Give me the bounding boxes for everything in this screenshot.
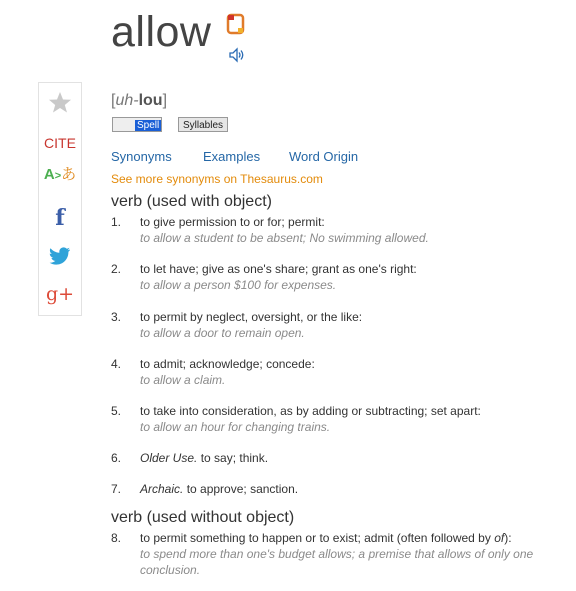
translate-icon[interactable]: [39, 163, 81, 184]
pron-close-bracket: ]: [162, 92, 168, 109]
definition-text: to give permission to or for; permit:: [140, 215, 325, 229]
definition-number: 2.: [111, 262, 122, 276]
definition-text: ):: [504, 531, 512, 545]
definition-number: 3.: [111, 310, 122, 324]
definition-example: to allow a person $100 for expenses.: [140, 278, 337, 292]
usage-label: Archaic.: [140, 482, 184, 496]
definition-number: 1.: [111, 215, 122, 229]
star-icon[interactable]: [39, 91, 81, 118]
audio-speaker-icon[interactable]: [228, 46, 246, 64]
cite-button[interactable]: CITE: [44, 135, 76, 151]
dictionary-logo-icon: [226, 12, 246, 36]
facebook-icon[interactable]: f: [55, 205, 65, 231]
pronunciation: [111, 92, 167, 110]
definition-number: 7.: [111, 482, 122, 496]
definition-text: to approve; sanction.: [183, 482, 299, 496]
syllables-button[interactable]: Syllables: [178, 117, 228, 132]
translate-arrow: >: [54, 170, 62, 182]
pron-syllable-2: lou: [138, 92, 163, 109]
definition-text: to let have; give as one's share; grant as one's right:: [140, 262, 417, 276]
definition-number: 8.: [111, 531, 122, 545]
tab-word-origin[interactable]: Word Origin: [289, 149, 359, 164]
definition-example: to allow a student to be absent; No swimming allowed.: [140, 231, 429, 245]
definition-text: to permit something to happen or to exist; admit (often followed by: [140, 531, 495, 545]
definition-example: to allow a door to remain open.: [140, 326, 305, 340]
share-sidebar: [38, 82, 82, 316]
part-of-speech-heading: verb (used with object): [111, 193, 272, 210]
google-plus-icon[interactable]: g+: [45, 283, 75, 305]
pron-syllable-1: uh: [115, 92, 134, 109]
definition-text: to say; think.: [197, 451, 269, 465]
definition-example: to spend more than one's budget allows; a premise that allows of only one conclusion.: [140, 547, 534, 577]
definition-text: to take into consideration, as by adding or subtracting; set apart:: [140, 404, 481, 418]
definition-text: to permit by neglect, oversight, or the like:: [140, 310, 363, 324]
translate-ja: あ: [61, 166, 77, 183]
definition-example: to allow a claim.: [140, 373, 226, 387]
usage-label: Older Use.: [140, 451, 198, 465]
spell-button[interactable]: [112, 117, 162, 132]
tab-synonyms[interactable]: Synonyms: [111, 149, 172, 164]
headword: allow: [111, 8, 212, 56]
definition-number: 4.: [111, 357, 122, 371]
definition-number: 5.: [111, 404, 122, 418]
more-synonyms-link[interactable]: See more synonyms on Thesaurus.com: [111, 172, 323, 186]
twitter-icon[interactable]: [39, 247, 81, 270]
definition-text-italic: of: [494, 531, 505, 545]
translate-a: A: [43, 166, 55, 183]
part-of-speech-heading: verb (used without object): [111, 509, 295, 526]
pron-dash: -: [133, 92, 139, 109]
definition-example: to allow an hour for changing trains.: [140, 420, 331, 434]
pron-open-bracket: [: [111, 92, 116, 109]
tab-examples[interactable]: Examples: [203, 149, 261, 164]
definition-text: to admit; acknowledge; concede:: [140, 357, 315, 371]
spell-label: Spell: [137, 120, 160, 131]
definition-number: 6.: [111, 451, 122, 465]
